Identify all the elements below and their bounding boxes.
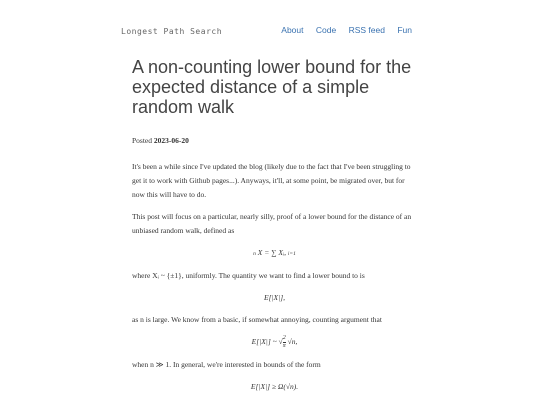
paragraph-counting: as n is large. We know from a basic, if somewhat annoying, counting argument that: [132, 315, 382, 324]
equation-lower-bound: [132, 380, 417, 394]
post-content: [132, 134, 417, 402]
nav-fun-link[interactable]: Fun: [397, 25, 412, 35]
paragraph-focus: This post will focus on a particular, nearly silly, proof of a lower bound for the distance of an unbiased random walk, defined as: [132, 212, 412, 235]
post-date: 2023-06-20: [153, 136, 189, 145]
eq2-text: E[|X|],: [264, 293, 285, 302]
paragraph-intro: It's been a while since I've updated the blog (likely due to the fact that I've been struggling to get it to work with Github pages...). Anyways, it'll, at some point, be migrated over, but for now this will have to do.: [132, 162, 411, 199]
paragraph-bounds: when n ≫ 1. In general, we're interested in bounds of the form: [132, 360, 321, 369]
eq1-sum-top: n: [253, 251, 256, 257]
post-title: A non-counting lower bound for the expected distance of a simple random walk: [132, 57, 412, 117]
equation-walk-definition: [132, 246, 417, 261]
eq3-right: √n,: [287, 337, 298, 347]
equation-expectation: [132, 291, 417, 305]
eq3-fraction: [283, 335, 286, 350]
nav-code-link[interactable]: Code: [315, 25, 337, 35]
equation-asymptotic: E[|X|] ~ √ $\frac{2}{\pi} √n$,: [251, 335, 298, 349]
top-nav: [271, 25, 412, 35]
eq4-text: E[|X|] ≥ Ω(√n).: [250, 382, 299, 391]
eq3-left: E[|X|] ~: [251, 337, 277, 347]
nav-rss-link[interactable]: RSS feed: [348, 25, 385, 35]
eq1-text: X = ∑ Xᵢ,: [257, 248, 286, 257]
eq3-denominator: π: [282, 343, 286, 349]
site-title-link[interactable]: Longest Path Search: [121, 27, 223, 36]
eq3-numerator: 2: [282, 335, 286, 341]
nav-about-link[interactable]: About: [281, 25, 304, 35]
eq1-sum-bottom: i=1: [287, 251, 296, 257]
post-meta: [132, 134, 417, 148]
posted-label: Posted: [132, 136, 154, 145]
paragraph-quantity: where Xᵢ ~ {±1}, uniformly. The quantity we want to find a lower bound to is: [132, 271, 365, 280]
